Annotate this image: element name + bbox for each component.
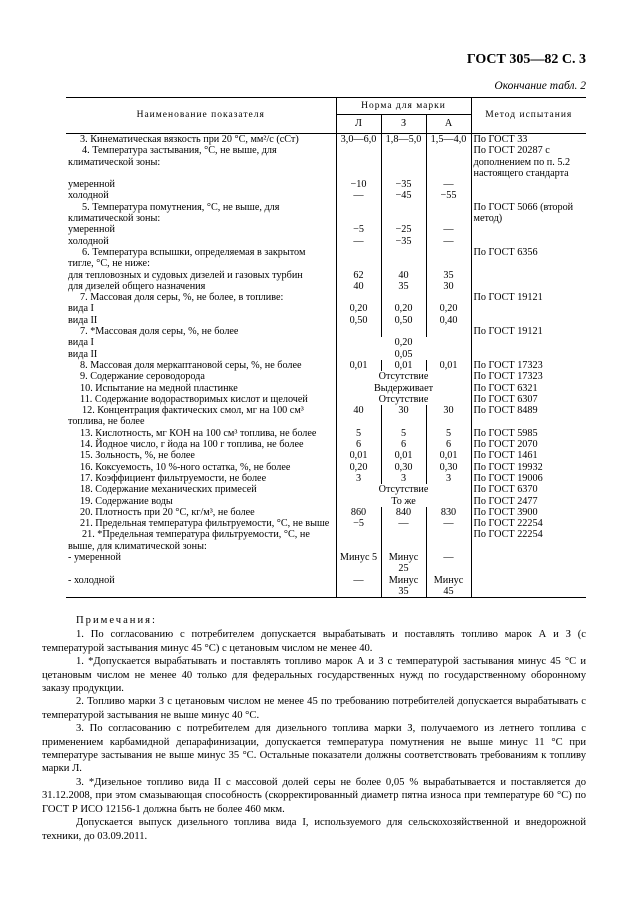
row-name: - холодной — [66, 575, 336, 598]
value-z: −45 — [381, 190, 426, 201]
table-row — [66, 337, 586, 348]
table-row — [66, 450, 586, 461]
row-name: вида II — [68, 348, 98, 360]
notes-section — [42, 614, 586, 843]
value-a: Минус 45 — [426, 575, 471, 598]
value-a: — — [426, 236, 471, 247]
row-name: 9. Содержание сероводорода — [80, 371, 205, 383]
table-row — [66, 394, 586, 405]
header-method: Метод испытания — [471, 98, 586, 134]
row-name: 13. Кислотность, мг КОН на 100 см³ топлива, не более — [80, 427, 317, 439]
row-name: - умеренной — [68, 551, 121, 563]
value-l: 3,0—6,0 — [336, 134, 381, 146]
row-method — [471, 315, 586, 326]
table-row — [66, 224, 586, 235]
value-merged: Отсутствие — [336, 484, 471, 495]
table-row — [66, 473, 586, 484]
row-name: вида II — [68, 314, 98, 326]
header-grade-z: З — [381, 115, 426, 134]
value-l: 0,01 — [336, 450, 381, 461]
value-a — [426, 529, 471, 552]
row-name: 7. *Массовая доля серы, %, не более — [80, 326, 239, 338]
row-name: 14. Йодное число, г йода на 100 г топлива, не более — [80, 439, 304, 451]
table-row — [66, 179, 586, 190]
value-merged: То же — [336, 496, 471, 507]
row-method — [471, 303, 586, 314]
value-a: 0,30 — [426, 462, 471, 473]
row-method: По ГОСТ 19121 — [471, 292, 586, 303]
value-a — [426, 247, 471, 270]
value-l: 0,01 — [336, 360, 381, 371]
table-row — [66, 360, 586, 371]
value-z: 5 — [381, 428, 426, 439]
notes-title: Примечания: — [76, 615, 157, 626]
row-method: По ГОСТ 6321 — [471, 383, 586, 394]
value-z: 840 — [381, 507, 426, 518]
value-l: 3 — [336, 473, 381, 484]
value-l: −5 — [336, 518, 381, 529]
value-a: 30 — [426, 281, 471, 292]
row-method: По ГОСТ 5985 — [471, 428, 586, 439]
note-item: 3. *Дизельное топливо вида II с массовой долей серы не более 0,05 % вырабатывается и поставляется до 31.12.2008, при этом смазывающая способность (скорректированный диаметр пятна износа при температуре 60 °С) по ГОСТ Р ИСО 12156-1 должна быть не более 460 мкм. — [42, 776, 586, 815]
row-method: По ГОСТ 19121 — [471, 326, 586, 337]
value-a: 1,5—4,0 — [426, 134, 471, 146]
table-row — [66, 145, 586, 179]
value-l — [336, 247, 381, 270]
table-row — [66, 303, 586, 314]
value-z: −35 — [381, 236, 426, 247]
row-name: 4. Температура застывания, °С, не выше, для климатической зоны: — [68, 145, 277, 168]
row-name: 15. Зольность, %, не более — [80, 450, 195, 462]
value-l: 0,50 — [336, 315, 381, 326]
row-name: умеренной — [68, 179, 115, 191]
row-method: По ГОСТ 33 — [471, 134, 586, 146]
value-z: 40 — [381, 270, 426, 281]
table-row — [66, 484, 586, 495]
value-merged: 0,20 — [336, 337, 471, 348]
value-a: 30 — [426, 405, 471, 428]
value-l: 0,20 — [336, 462, 381, 473]
value-l: — — [336, 575, 381, 598]
table-row — [66, 134, 586, 146]
value-l: — — [336, 236, 381, 247]
row-method: По ГОСТ 2070 — [471, 439, 586, 450]
value-z: −35 — [381, 179, 426, 190]
value-z — [381, 145, 426, 179]
value-l — [336, 202, 381, 225]
value-a: — — [426, 552, 471, 575]
value-z: Минус 35 — [381, 575, 426, 598]
note-item: Допускается выпуск дизельного топлива вида I, используемого для сельскохозяйственной и внедорожной техники, до 03.09.2011. — [42, 817, 586, 842]
value-z: 0,01 — [381, 360, 426, 371]
value-a: — — [426, 224, 471, 235]
row-name: 21. Предельная температура фильтруемости, °С, не выше — [80, 518, 330, 530]
row-name: 18. Содержание механических примесей — [80, 484, 257, 496]
value-l: 0,20 — [336, 303, 381, 314]
value-z: 1,8—5,0 — [381, 134, 426, 146]
value-l — [336, 326, 381, 337]
value-a: 0,01 — [426, 450, 471, 461]
value-z: 30 — [381, 405, 426, 428]
row-name: 17. Коэффициент фильтруемости, не более — [80, 472, 267, 484]
value-l: 40 — [336, 405, 381, 428]
value-a — [426, 202, 471, 225]
value-a: −55 — [426, 190, 471, 201]
table-row — [66, 349, 586, 360]
row-name: 6. Температура вспышки, определяемая в закрытом тигле, °С, не ниже: — [68, 246, 306, 270]
value-z: 0,01 — [381, 450, 426, 461]
row-name: 11. Содержание водорастворимых кислот и щелочей — [80, 393, 308, 405]
row-name: 7. Массовая доля серы, %, не более, в топливе: — [80, 292, 284, 304]
value-z: 0,50 — [381, 315, 426, 326]
row-name: 16. Коксуемость, 10 %-ного остатка, %, не более — [80, 461, 291, 473]
row-method — [471, 552, 586, 575]
value-z — [381, 326, 426, 337]
row-method — [471, 281, 586, 292]
row-method: По ГОСТ 6307 — [471, 394, 586, 405]
value-l: 860 — [336, 507, 381, 518]
value-a: 830 — [426, 507, 471, 518]
value-z — [381, 529, 426, 552]
value-merged: Отсутствие — [336, 394, 471, 405]
note-item: 2. Топливо марки З с цетановым числом не менее 45 по требованию потребителей допускается вырабатывать с температурой застывания не выше минус 40 °С. — [42, 696, 586, 721]
row-method — [471, 236, 586, 247]
table-row — [66, 190, 586, 201]
value-z — [381, 292, 426, 303]
value-a: 35 — [426, 270, 471, 281]
header-grade-l: Л — [336, 115, 381, 134]
value-merged: Отсутствие — [336, 371, 471, 382]
table-row — [66, 326, 586, 337]
table-row — [66, 428, 586, 439]
row-method: По ГОСТ 2477 — [471, 496, 586, 507]
value-l: — — [336, 190, 381, 201]
row-method: По ГОСТ 6356 — [471, 247, 586, 270]
row-method: По ГОСТ 3900 — [471, 507, 586, 518]
table-row — [66, 439, 586, 450]
table-row — [66, 281, 586, 292]
value-a: 0,01 — [426, 360, 471, 371]
table-row — [66, 383, 586, 394]
row-name: холодной — [68, 235, 109, 247]
table-row — [66, 496, 586, 507]
row-method: По ГОСТ 19006 — [471, 473, 586, 484]
value-z — [381, 202, 426, 225]
table-row — [66, 405, 586, 428]
row-method — [471, 270, 586, 281]
value-a — [426, 326, 471, 337]
value-a: 5 — [426, 428, 471, 439]
value-z: 0,20 — [381, 303, 426, 314]
row-name: 8. Массовая доля меркаптановой серы, %, не более — [80, 359, 302, 371]
table-row — [66, 202, 586, 225]
row-method: По ГОСТ 19932 — [471, 462, 586, 473]
value-z: — — [381, 518, 426, 529]
row-method: По ГОСТ 1461 — [471, 450, 586, 461]
table-row — [66, 292, 586, 303]
row-method — [471, 190, 586, 201]
value-l — [336, 145, 381, 179]
table-header-row — [66, 98, 586, 115]
table-continuation-label: Окончание табл. 2 — [494, 80, 586, 92]
row-name: вида I — [68, 337, 94, 349]
row-method: По ГОСТ 17323 — [471, 360, 586, 371]
row-name: 21. *Предельная температура фильтруемости, °С, не выше, для климатической зоны: — [68, 529, 310, 552]
value-l — [336, 529, 381, 552]
row-method: По ГОСТ 22254 — [471, 529, 586, 552]
row-name: умеренной — [68, 224, 115, 236]
row-method — [471, 179, 586, 190]
row-method — [471, 349, 586, 360]
header-norm: Норма для марки — [336, 98, 471, 115]
value-z: −25 — [381, 224, 426, 235]
value-l: −5 — [336, 224, 381, 235]
row-name: 20. Плотность при 20 °С, кг/м³, не более — [80, 506, 255, 518]
value-a: 0,40 — [426, 315, 471, 326]
page-header: ГОСТ 305—82 С. 3 — [466, 52, 586, 67]
value-a: 3 — [426, 473, 471, 484]
table-row — [66, 371, 586, 382]
table-row — [66, 315, 586, 326]
row-method: По ГОСТ 8489 — [471, 405, 586, 428]
value-z: 0,30 — [381, 462, 426, 473]
value-a — [426, 145, 471, 179]
table-row — [66, 529, 586, 552]
row-method: По ГОСТ 20287 с дополнением по п. 5.2 настоящего стандарта — [471, 145, 586, 179]
table-row — [66, 507, 586, 518]
header-name: Наименование показателя — [66, 98, 336, 134]
row-name: 3. Кинематическая вязкость при 20 °С, мм²/с (сСт) — [80, 134, 299, 145]
value-a: — — [426, 518, 471, 529]
table-row — [66, 236, 586, 247]
row-name: 5. Температура помутнения, °С, не выше, для климатической зоны: — [68, 201, 280, 225]
row-name: для дизелей общего назначения — [68, 280, 206, 292]
row-method: По ГОСТ 17323 — [471, 371, 586, 382]
value-merged: Выдерживает — [336, 383, 471, 394]
row-name: 10. Испытание на медной пластинке — [80, 382, 238, 394]
header-grade-a: А — [426, 115, 471, 134]
value-z: Минус 25 — [381, 552, 426, 575]
table-row — [66, 552, 586, 575]
table-row — [66, 270, 586, 281]
table-row — [66, 518, 586, 529]
value-a — [426, 292, 471, 303]
table-row — [66, 462, 586, 473]
value-l — [336, 292, 381, 303]
note-item: 1. *Допускается вырабатывать и поставлять топливо марок А и З с температурой застывания минус 45 °С и цетановым числом не менее 40 только для федеральных государственных нужд по государственному оборонному заказу продукции. — [42, 656, 586, 695]
value-a: — — [426, 179, 471, 190]
value-z: 35 — [381, 281, 426, 292]
value-l: 40 — [336, 281, 381, 292]
row-method: По ГОСТ 22254 — [471, 518, 586, 529]
note-item: 3. По согласованию с потребителем для дизельного топлива марки З, получаемого из летнего топлива с применением карбамидной депарафинизации, допускается температура помутнения не выше минус 11 °С при температуре застывания не выше минус 35 °С. Остальные показатели должны соответствовать требованиям к топливу марки Л. — [42, 723, 586, 775]
row-method — [471, 575, 586, 598]
table-row — [66, 247, 586, 270]
properties-table — [66, 97, 586, 598]
value-merged: 0,05 — [336, 349, 471, 360]
table-row — [66, 575, 586, 598]
row-method — [471, 224, 586, 235]
value-z: 3 — [381, 473, 426, 484]
value-z: 6 — [381, 439, 426, 450]
value-a: 6 — [426, 439, 471, 450]
row-name: вида I — [68, 303, 94, 315]
value-l: 62 — [336, 270, 381, 281]
row-name: 12. Концентрация фактических смол, мг на 100 см³ топлива, не более — [68, 405, 304, 428]
row-name: 19. Содержание воды — [80, 495, 173, 507]
row-name: для тепловозных и судовых дизелей и газовых турбин — [68, 269, 303, 281]
row-method: По ГОСТ 5066 (второй метод) — [471, 202, 586, 225]
value-l: −10 — [336, 179, 381, 190]
value-a: 0,20 — [426, 303, 471, 314]
value-z — [381, 247, 426, 270]
value-l: 5 — [336, 428, 381, 439]
row-method: По ГОСТ 6370 — [471, 484, 586, 495]
value-l: 6 — [336, 439, 381, 450]
note-item: 1. По согласованию с потребителем допускается вырабатывать и поставлять топливо марок А и З (с температурой застывания минус 45 °С) с цетановым числом не менее 40. — [42, 629, 586, 654]
row-name: холодной — [68, 190, 109, 202]
value-l: Минус 5 — [336, 552, 381, 575]
row-method — [471, 337, 586, 348]
